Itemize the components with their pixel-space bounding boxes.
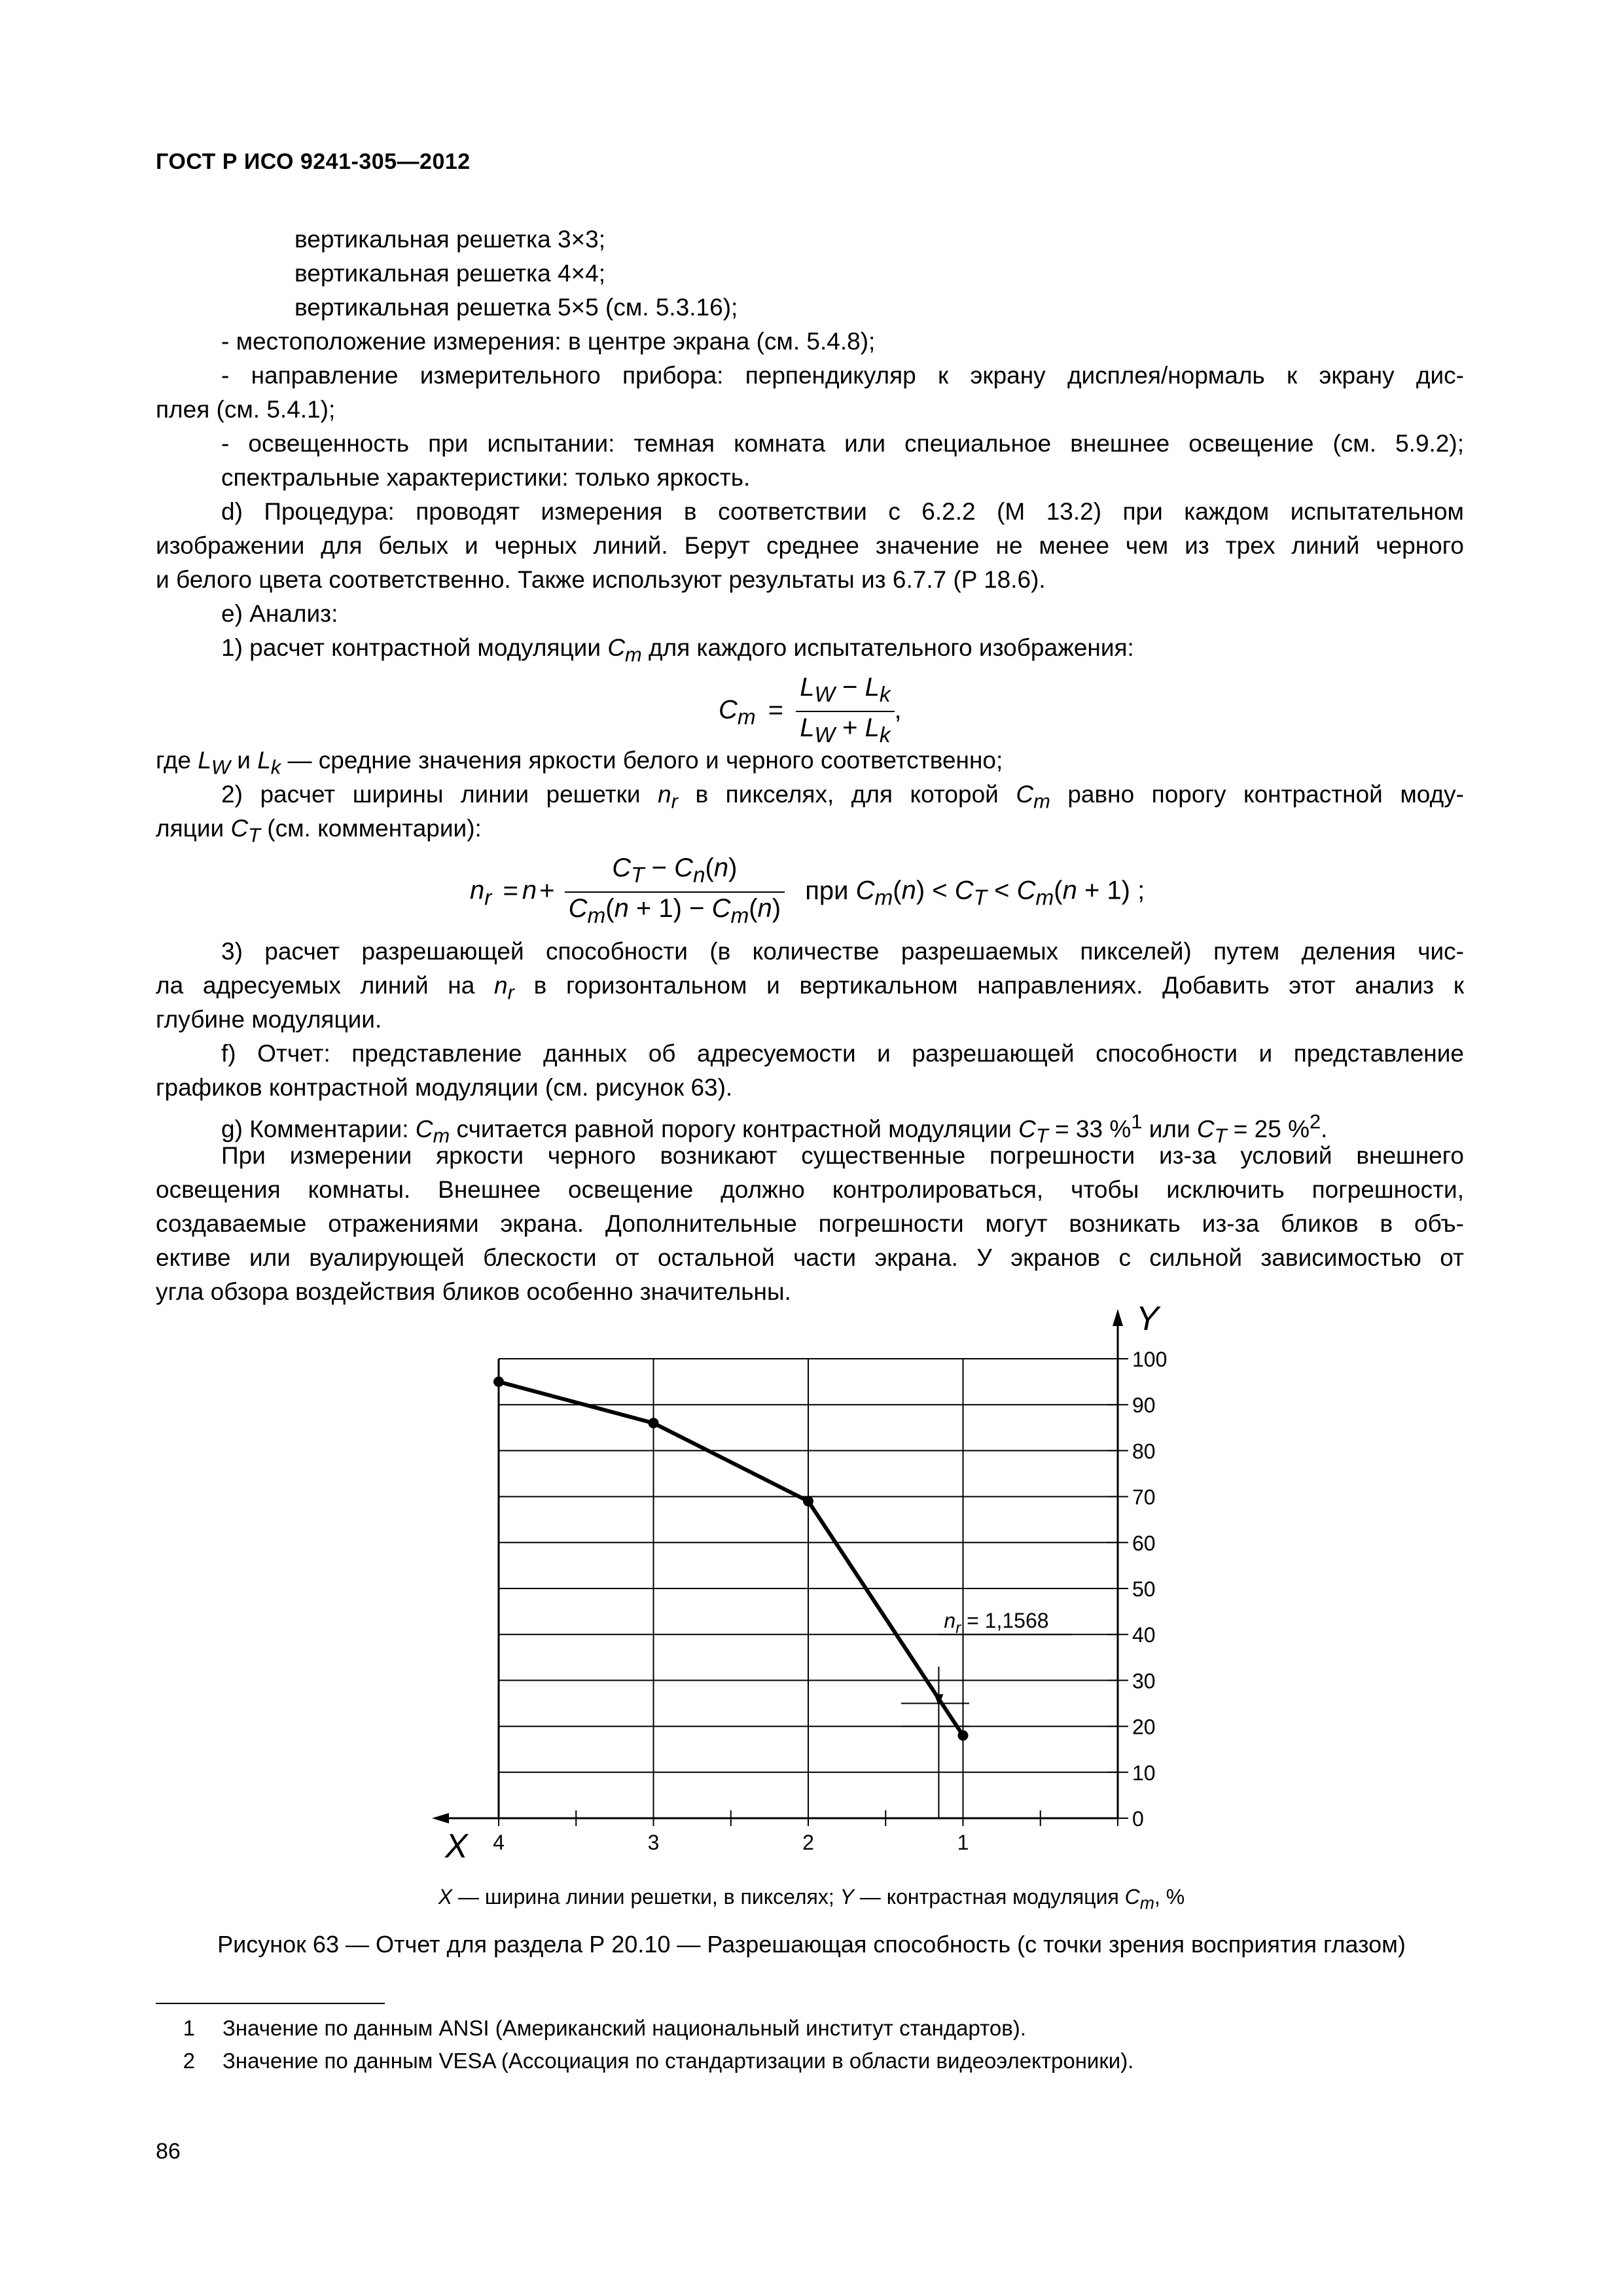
report-line-2: графиков контрастной модуляции (см. рисунок 63). bbox=[156, 1074, 733, 1101]
y-axis-arrow bbox=[1113, 1309, 1123, 1326]
x-tick-label-4: 4 bbox=[493, 1831, 505, 1854]
comments-paragraph-line-4: ективе или вуалирующей блескости от остальной части экрана. У экранов с сильной зависимостью от bbox=[156, 1244, 1464, 1271]
chart-series bbox=[493, 1376, 969, 1741]
procedure-line-2: изображении для белых и черных линий. Берут среднее значение не менее чем из трех линий черного bbox=[156, 532, 1464, 559]
page-number: 86 bbox=[156, 2139, 181, 2164]
formula-line-width: $n_r = n$ + $\frac{C_T - C_n(n)}{C_m(n + 1) - C_m(n)}$ при $C_m(n) < C_T < C_m(n + 1)$ ; bbox=[470, 853, 1145, 928]
document-header: ГОСТ Р ИСО 9241-305—2012 bbox=[156, 149, 471, 174]
contrast-modulation-chart bbox=[425, 1302, 1237, 1878]
x-axis-arrow bbox=[432, 1813, 449, 1823]
y-tick-label-30: 30 bbox=[1132, 1669, 1156, 1693]
comments-paragraph-line-2: освещения комнаты. Внешнее освещение должно контролироваться, чтобы исключить погрешности, bbox=[156, 1176, 1464, 1203]
footnote-2-number: 2 bbox=[183, 2049, 195, 2073]
y-tick-label-70: 70 bbox=[1132, 1485, 1156, 1509]
footnote-2-text: Значение по данным VESA (Ассоциация по стандартизации в области видеоэлектроники). bbox=[223, 2049, 1134, 2073]
report-line-1: f) Отчет: представление данных об адресуемости и разрешающей способности и представление bbox=[221, 1040, 1464, 1067]
analysis-item-3-line-1: 3) расчет разрешающей способности (в количестве разрешаемых пикселей) путем деления чис- bbox=[221, 938, 1464, 965]
data-point-3 bbox=[958, 1731, 969, 1741]
grid-item-3x3: вертикальная решетка 3×3; bbox=[294, 226, 606, 253]
series-line bbox=[499, 1382, 963, 1736]
data-point-2 bbox=[803, 1496, 813, 1507]
instrument-direction-line-2: плея (см. 5.4.1); bbox=[156, 396, 336, 423]
y-tick-label-20: 20 bbox=[1132, 1715, 1156, 1739]
grid-item-5x5: вертикальная решетка 5×5 (см. 5.3.16); bbox=[294, 294, 738, 321]
y-tick-label-60: 60 bbox=[1132, 1531, 1156, 1555]
y-tick-label-80: 80 bbox=[1132, 1439, 1156, 1463]
annotation-label: $n_r = 1,1568$ bbox=[944, 1609, 1049, 1638]
formula-contrast-modulation: $C_m$ = $\frac{L_W - L_k}{L_W + L_k}$ , bbox=[719, 673, 902, 747]
comments-paragraph-line-3: создаваемые отражениями экрана. Дополнительные погрешности могут возникать из-за бликов в объ- bbox=[156, 1210, 1464, 1237]
comments-paragraph-line-5: угла обзора воздействия бликов особенно значительны. bbox=[156, 1278, 791, 1305]
procedure-line-3: и белого цвета соответственно. Также используют результаты из 6.7.7 (P 18.6). bbox=[156, 566, 1046, 593]
spectral-characteristics: спектральные характеристики: только яркость. bbox=[221, 464, 751, 491]
x-tick-label-2: 2 bbox=[802, 1831, 814, 1854]
figure-legend: X — ширина линии решетки, в пикселях; Y — контрастная модуляция $C_m$, % bbox=[438, 1885, 1185, 1913]
y-axis-label: Y bbox=[1136, 1302, 1159, 1338]
y-tick-label-0: 0 bbox=[1132, 1807, 1144, 1831]
analysis-item-3-line-2: ла адресуемых линий на $n_r$ в горизонтальном и вертикальном направлениях. Добавить этот анализ к bbox=[156, 972, 1465, 1004]
x-tick-label-1: 1 bbox=[957, 1831, 969, 1854]
y-tick-label-40: 40 bbox=[1132, 1623, 1156, 1647]
chart-annotation bbox=[901, 1609, 1072, 1818]
body-text bbox=[156, 223, 1464, 1309]
y-tick-label-10: 10 bbox=[1132, 1761, 1156, 1785]
data-point-0 bbox=[493, 1376, 504, 1387]
analysis-item-2: 2) расчет ширины линии решетки $n_r$ в пикселях, для которой $C_m$ равно порогу контрастной моду- bbox=[221, 781, 1464, 813]
analysis-item-2-cont: ляции $C_T$ (см. комментарии): bbox=[156, 815, 482, 847]
analysis-heading: e) Анализ: bbox=[221, 600, 338, 627]
measurement-location: - местоположение измерения: в центре экрана (см. 5.4.8); bbox=[221, 328, 876, 355]
chart-grid bbox=[499, 1359, 1118, 1818]
analysis-item-1: 1) расчет контрастной модуляции $C_m$ для каждого испытательного изображения: bbox=[221, 634, 1134, 666]
figure-caption: Рисунок 63 — Отчет для раздела Р 20.10 — Разрешающая способность (с точки зрения восприятия глазом) bbox=[217, 1931, 1406, 1958]
y-tick-label-50: 50 bbox=[1132, 1577, 1156, 1601]
x-tick-label-3: 3 bbox=[647, 1831, 660, 1854]
chart-axes bbox=[432, 1302, 1167, 1865]
instrument-direction-line-1: - направление измерительного прибора: перпендикуляр к экрану дисплея/нормаль к экрану дис- bbox=[221, 362, 1464, 389]
comments-line: g) Комментарии: $C_m$ считается равной порогу контрастной модуляции $C_T = 33$ %$^1$ или $C_T = 25$ %$^2$. bbox=[221, 1110, 1328, 1147]
footnote-separator bbox=[156, 2003, 385, 2004]
test-illumination: - освещенность при испытании: темная комната или специальное внешнее освещение (см. 5.9.2); bbox=[221, 430, 1464, 457]
where-line: где $L_W$ и $L_k$ — средние значения яркости белого и черного соответственно; bbox=[156, 747, 1003, 779]
data-point-1 bbox=[649, 1418, 659, 1428]
footnote-1-text: Значение по данным ANSI (Американский национальный институт стандартов). bbox=[223, 2016, 1026, 2040]
analysis-item-3-line-3: глубине модуляции. bbox=[156, 1006, 382, 1033]
grid-item-4x4: вертикальная решетка 4×4; bbox=[294, 260, 606, 287]
procedure-line-1: d) Процедура: проводят измерения в соответствии с 6.2.2 (М 13.2) при каждом испытательном bbox=[221, 498, 1464, 525]
footnote-1-number: 1 bbox=[183, 2016, 195, 2040]
y-tick-label-90: 90 bbox=[1132, 1393, 1156, 1418]
y-tick-label-100: 100 bbox=[1132, 1348, 1168, 1371]
x-axis-label: X bbox=[445, 1827, 468, 1865]
comments-paragraph-line-1: При измерении яркости черного возникают существенные погрешности из-за условий внешнего bbox=[221, 1142, 1464, 1169]
